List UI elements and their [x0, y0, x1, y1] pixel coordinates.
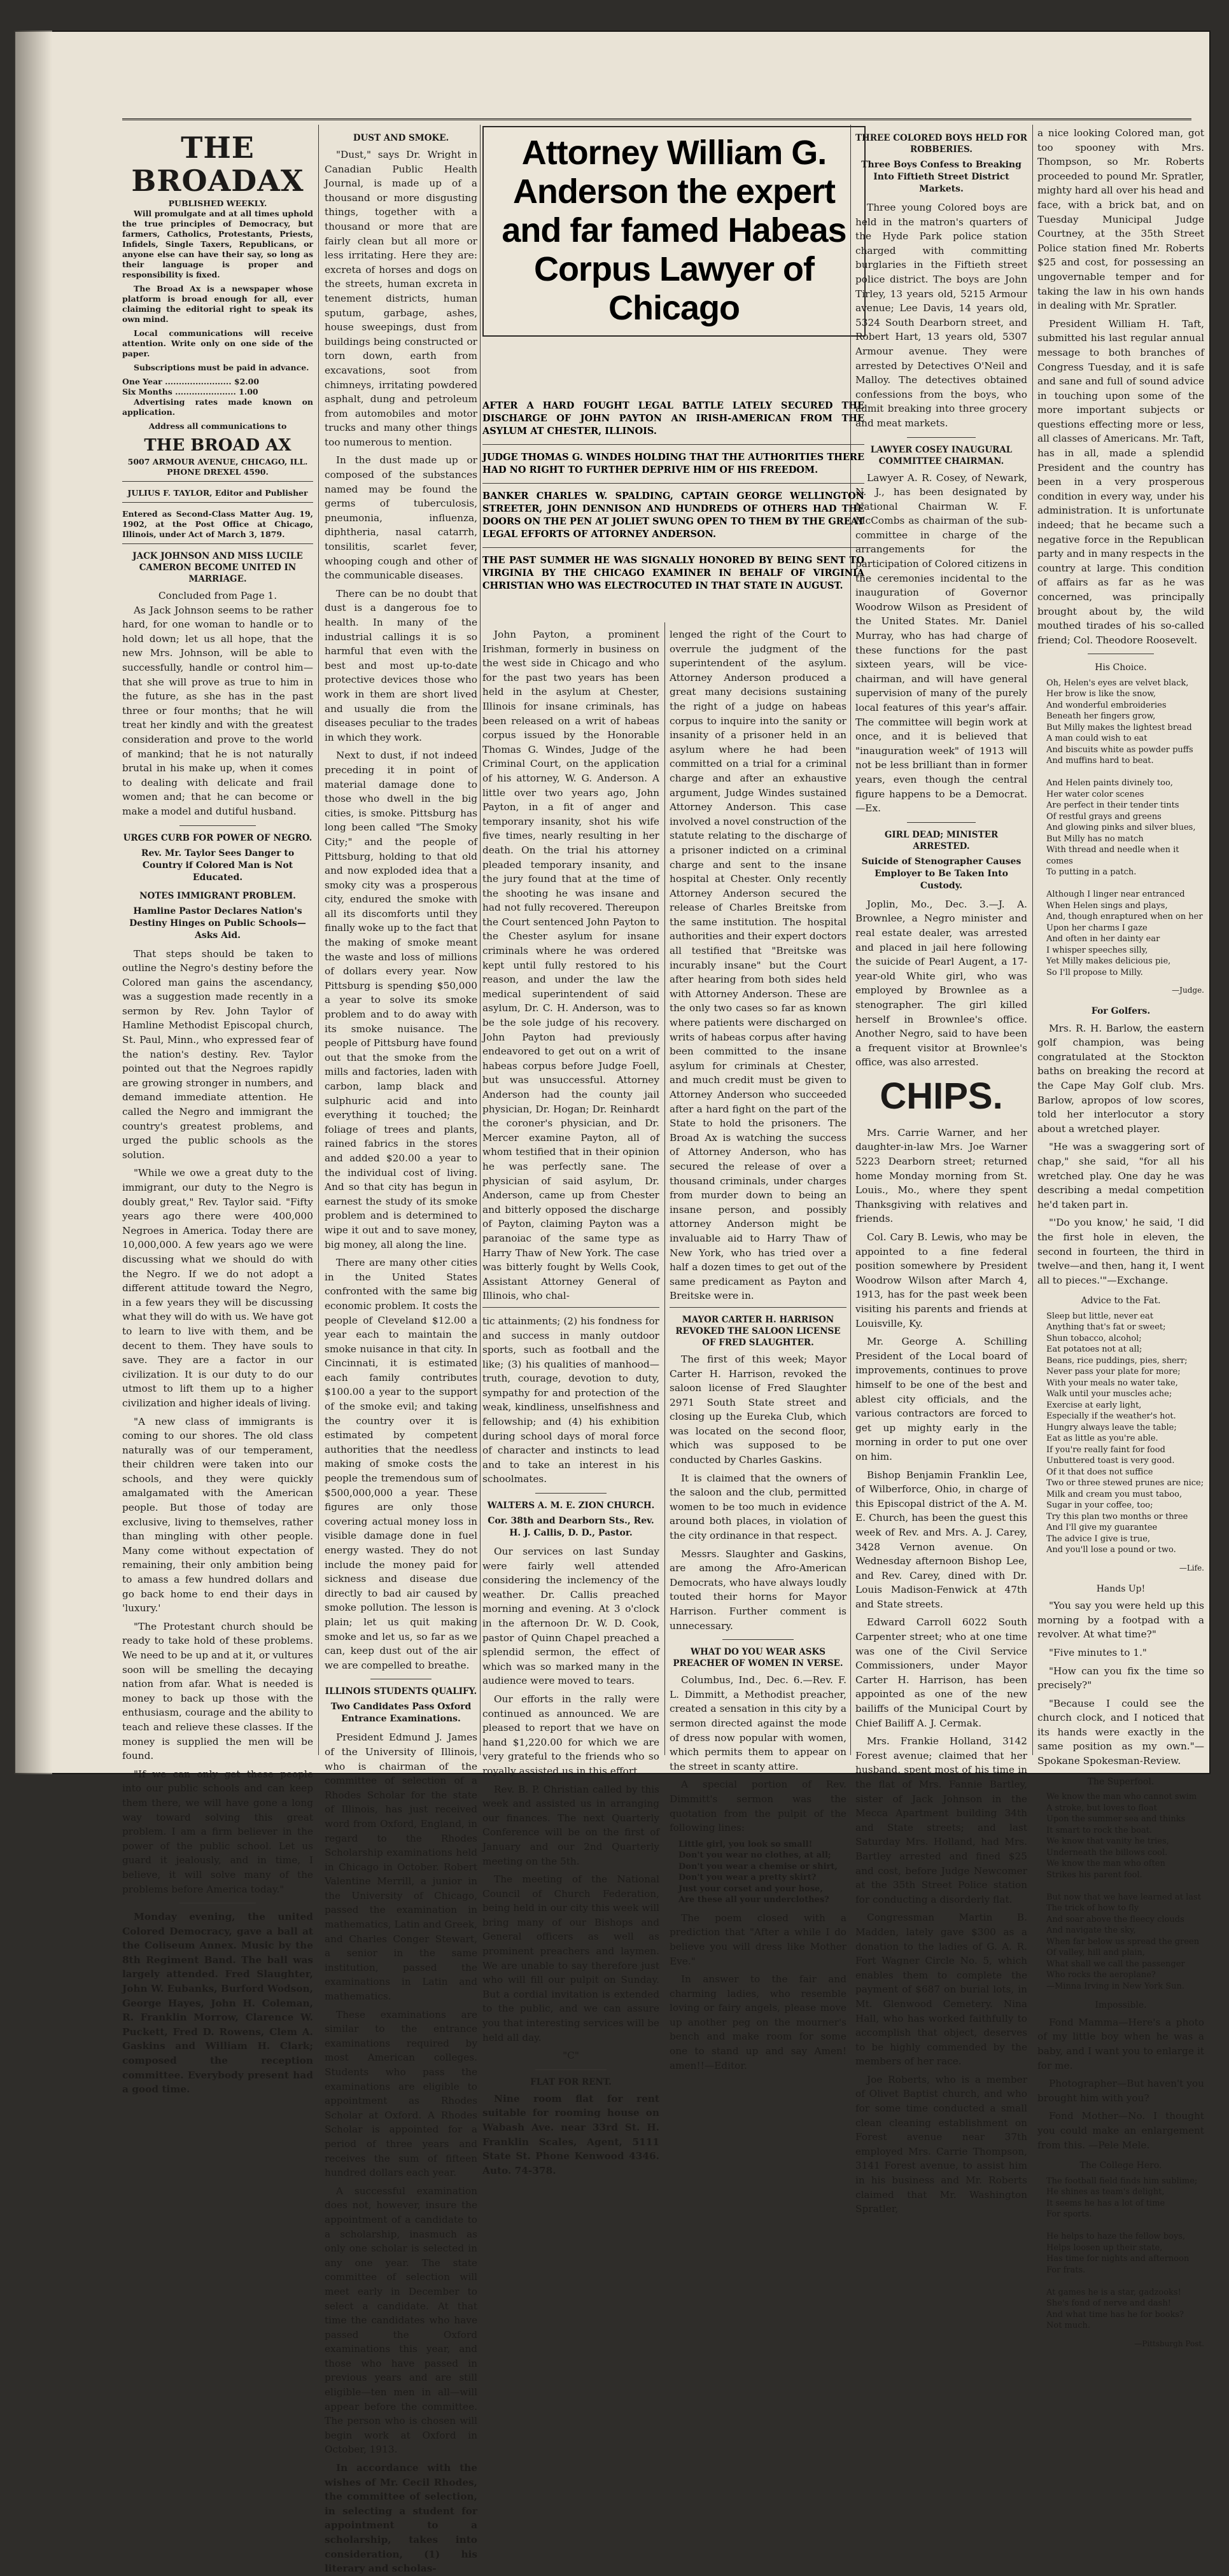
divider: [535, 1493, 606, 1494]
article-paragraph: Our efforts in the rally were continued as announced. We are pleased to report that we have on hand $1,220.00 for which we are very grateful to the friends who so royally assisted us in this effort.: [482, 1693, 659, 1777]
newspaper-page: [14, 31, 1211, 2575]
article-paragraph: "If we can only get these people into our public schools and can keep them there, we will have gone a long way toward solving this great problem. I am a firm believer in the power of the public school. Let us guard it jealously, and in time, I believe, it will solve many of the problems before America today.": [122, 1768, 313, 1895]
poem-college-hero: The football field finds him sublime; He shines as team's delight, It seems he has a lot of time For sports. He helps to haze the fellow boys, Helps loosen up their state, Has time for nights and afternoon For frats. At games he is a star, gadzooks! She's fond of nerve and dash! And what time has he for books? Not much.: [1046, 2176, 1198, 2331]
article-paragraph: "Five minutes to 1.": [1049, 1646, 1147, 1658]
article-paragraph: The meeting of the National Council of Church Federation, being held in our city this week will bring many of our Bishops and General officers as well as prominent preachers and laymen. We are unable to say therefore just who will fill our pulpit on Sunday. But a cordial invitation is extended to the public, and we can assure you that interesting services will be held all day.: [482, 1873, 659, 2043]
subhead-taylor: Rev. Mr. Taylor Sees Danger to Country if Colored Man is Not Educated.: [141, 848, 295, 883]
divider: [482, 1307, 659, 1308]
article-paragraph: A successful examination does not, however, insure the appointment of a candidate to a scholarship, inasmuch as only one scholar is selected in any one year. The state committee of selection will meet early in December to select a candidate. At that time the candidates who have passed the Oxford examinations this year, and those who have passed in previous years and are still eligible—ten men in all—will appear before the committee. The person who is chosen will begin work at Oxford in October, 1913.: [325, 2185, 477, 2456]
headline-immigrant-problem: NOTES IMMIGRANT PROBLEM.: [139, 890, 296, 901]
headline-dust-smoke: DUST AND SMOKE.: [353, 133, 449, 143]
article-paragraph: "While we owe a great duty to the immigrant, our duty to the Negro is doubly great," Rev. Taylor said. "Fifty years ago there were 400,000 Negroes in America. Today there are 10,000,000. A few years ago we were discussing what we should do with the Negro. If we do not adopt a different attitude toward the Negro, in a few years they will be discussing what they will do with us. We have got to learn to live with them, and be decent to them. They have souls to save. They are a factor in our civilization. It is our duty to do our utmost to lift them up to a higher civilization and higher ideals of living.: [122, 1167, 313, 1409]
masthead-advance: Subscriptions must be paid in advance.: [134, 363, 309, 372]
signature-c: "C": [563, 2050, 579, 2062]
article-paragraph: Fond Mamma—Here's a photo of my little boy when he was a baby, and I want you to enlarge it for me.: [1037, 2016, 1204, 2071]
header-rule: [122, 118, 1191, 120]
poem-his-choice: Oh, Helen's eyes are velvet black, Her brow is like the snow, And wonderful embroideries Beneath her fingers grow, But Milly makes the lightest bread A man could wish to eat And biscuits white as powder puffs And muffins hard to beat. And Helen paints divinely too, Her water color scenes Are perfect in their tender tints Of restful grays and greens And glowing pinks and silver blues, But Milly has no match With thread and needle when it comes To putting in a patch. Although I linger near entranced When Helen sings and plays, And, though enraptured when on her Upon her charms I gaze And often in her dainty ear I whisper speeches silly, Yet Milly makes delicious pie, So I'll propose to Milly.: [1046, 678, 1203, 977]
article-paragraph: Rev. B. P. Christian called by this week and assisted us in arranging our finances. The next Quarterly Conference will be on the first of January and our 2nd Quarterly meeting on the 5th.: [482, 1783, 659, 1867]
divider: [482, 483, 864, 484]
article-paragraph: Joplin, Mo., Dec. 3.—J. A. Brownlee, a Negro minister and real estate dealer, was arrested and placed in jail here following the suicide of Pearl Augent, a 17-year-old White girl, who was employed by Brownlee as a stenographer. The girl killed herself in Brownlee's office. Another Negro, said to have been a frequent visitor at Brownlee's office, was also arrested.: [855, 898, 1027, 1068]
article-paragraph: Next to dust, if not indeed preceding it in point of material damage done to those who dwell in the big cities, is smoke. Pittsburg has long been called "The Smoky City;" and the people of Pittsburg, holding to that old and now exploded idea that a smoky city was a prosperous city, endured the smoke with all its discomforts until they finally woke up to the fact that the making of smoke meant the waste and loss of millions of dollars every year. Now Pittsburg is spending $50,000 a year to solve its smoke problem and to do away with its smoke nuisance. The people of Pittsburg have found out that the smoke from the mills and factories, laden with carbon, lamp black and sulphuric acid and into everything it touched; the foliage of trees and plants, rained fabrics in the stores and added $20.00 a year to the individual cost of living. And so that city has begun in earnest the study of its smoke problem and is determined to wipe it out and to save money, big money, all along the line.: [325, 750, 477, 1250]
poem-title: The College Hero.: [1079, 2160, 1162, 2171]
column-rule: [1032, 125, 1033, 1755]
column-4: [670, 627, 846, 2071]
article-paragraph: There can be no doubt that dust is a dangerous foe to health. In many of the industrial callings it is so harmful that even with the best and most up-to-date protective devices those who work in them are short lived and usually die from the diseases peculiar to the trades in which they work.: [325, 587, 477, 743]
article-paragraph: "The Protestant church should be ready to take hold of these problems. We need to be up and at it, or vultures soon will be smelling the decaying nation from afar. What is needed is money to back up those with the enthusiasm, courage and the ability to teach and relieve these classes. If the money is supplied the men will be found.: [122, 1620, 313, 1762]
article-paragraph: Monday evening, the united Colored Democracy, gave a ball at the Coliseum Annex. Music by the 8th Regiment Band. The ball was largely attended. Fred Slaughter, John W. Eubanks, Burford Wodson, George Hayes, John H. Coleman, R. Franklin Morrow, Clarence W. Puckett, Fred D. Rowens, Clem A. Gaskins and William H. Clark; composed the reception committee. Everybody present had a good time.: [122, 1911, 313, 2096]
masthead-name: THE BROAD AX: [144, 436, 291, 455]
divider: [179, 825, 256, 826]
section-title: Impossible.: [1095, 2000, 1147, 2011]
column-2: [325, 126, 477, 2575]
article-paragraph: In the dust made up or composed of the substances named may be found the germs of tuberculosis, pneumonia, influenza, diphtheria, nasal catarrh, tonsilitis, scarlet fever, whooping cough and other of the communicable diseases.: [325, 454, 477, 582]
article-paragraph: Our services on last Sunday were fairly well attended considering the inclemency of the weather. Dr. Callis preached morning and evening. At 3 o'clock in the afternoon Dr. W. D. Cook, pastor of Quinn Chapel preached a splendid sermon, the effect of which was so marked many in the audience were moved to tears.: [482, 1546, 659, 1687]
masthead-title: THE BROADAX: [131, 130, 304, 198]
article-paragraph: The poem closed with a prediction that "After a while I do believe you will dress like Mother Eve.": [670, 1912, 846, 1967]
deck-3: BANKER CHARLES W. SPALDING, CAPTAIN GEORGE WELLINGTON STREETER, JOHN DENNISON AND HUNDREDS OF OTHERS HAD THE DOORS ON THE PEN AT JOLIET SWUNG OPEN TO THEM BY THE GREAT LEGAL EFFORTS OF ATTORNEY ANDERSON.: [482, 491, 864, 540]
article-paragraph: Fond Mother—No. I thought you could make an enlargement from this. —Pele Mele.: [1037, 2110, 1204, 2151]
deck-1: AFTER A HARD FOUGHT LEGAL BATTLE LATELY SECURED THE DISCHARGE OF JOHN PAYTON AN IRISH-AMERICAN FROM THE ASYLUM AT CHESTER, ILLINOIS.: [482, 400, 864, 437]
article-paragraph: Messrs. Slaughter and Gaskins, are among the Afro-American Democrats, who have always loudly touted their horns for Mayor Harrison. Further comment is unnecessary.: [670, 1548, 846, 1632]
subhead-three-boys: Three Boys Confess to Breaking Into Fiftieth Street District Markets.: [861, 160, 1022, 194]
divider: [122, 481, 313, 482]
article-paragraph: "'Do you know,' he said, 'I did the first hole in eleven, the second in fourteen, the third in twelve—and then, hang it, I went all to pieces.'"—Exchange.: [1037, 1217, 1204, 1286]
price-six-months: Six Months ...................... 1.00: [122, 387, 258, 396]
article-paragraph: In accordance with the wishes of Mr. Cecil Rhodes, the committee of selection, in selecting a student for appointment to a scholarship, takes into consideration, (1) his literary and scholas-: [325, 2462, 477, 2575]
headline-cosey: LAWYER COSEY INAUGURAL COMMITTEE CHAIRMAN.: [870, 444, 1013, 466]
chips-item: Bishop Benjamin Franklin Lee, of Wilberforce, Ohio, in charge of this Episcopal district of the A. M. E. Church, has been the guest this week of Rev. and Mrs. A. J. Carey, 3428 Vernon avenue. On Wednesday afternoon Bishop Lee, and Rev. Carey, dined with Dr. Louis Madison-Fenwick at 47th and State streets.: [855, 1469, 1027, 1610]
divider: [535, 2069, 606, 2070]
headline-three-boys: THREE COLORED BOYS HELD FOR ROBBERIES.: [855, 133, 1027, 155]
price-one-year: One Year ........................ $2.00: [122, 377, 260, 386]
article-paragraph: Mrs. R. H. Barlow, the eastern golf champion, was being congratulated at the Stockton baths on breaking the record at the Cape May Golf club. Mrs. Barlow, apropos of low scores, told her interlocutor a story about a wretched player.: [1037, 1022, 1204, 1135]
poem-title: Advice to the Fat.: [1081, 1296, 1161, 1306]
chips-item: Edward Carroll 6022 South Carpenter street; who at one time was one of the Civil Service Commissioners, under Mayor Carter H. Harrison, has been appointed as one of the new bailiffs of the Municipal Court by Chief Bailiff A. J. Cermak.: [855, 1616, 1027, 1729]
article-paragraph: President William H. Taft, submitted his last regular annual message to both branches of Congress Tuesday, and it is safe and sane and full of sound advice in touching upon some of the more important subjects or questions effecting more or less, all classes of Americans. Mr. Taft, has in all, made a splendid President and the country has been in a very prosperous condition in every way, under his administration. It is unfortunate indeed; that he became such a negative force in the Republican party and in many respects in the country at large. This condition of affairs as far as he was concerned, was principally brought about by, the wild mouthed tirades of his so-called friend; Col. Theodore Roosevelt.: [1037, 318, 1204, 646]
masthead-local: Local communications will receive attention. Write only on one side of the paper.: [122, 328, 313, 358]
divider: [122, 543, 313, 544]
section-title: Hands Up!: [1096, 1583, 1146, 1594]
headline-urges-curb: URGES CURB FOR POWER OF NEGRO.: [123, 832, 313, 843]
divider: [670, 1307, 846, 1308]
column-rule: [480, 125, 481, 1755]
column-rule: [318, 125, 319, 1755]
article-paragraph: lenged the right of the Court to overrule the judgment of the superintendent of the asylum. Attorney Anderson produced a great many decisions sustaining the right of a judge on habeas corpus to inquire into the sanity or insanity of a prisoner held in an asylum where he had been committed on a trial for a criminal charge and after an exhaustive argument, Judge Windes sustained Attorney Anderson. This case involved a novel construction of the statute relating to the discharge of a prisoner indicted on a criminal charge and sent to the insane hospital at Chester. Only recently Attorney Anderson secured the release of Charles Breitske from the same institution. The hospital authorities and their expert doctors all testified that "Breitske was incurably insane" but the Court after hearing from both sides held with Attorney Anderson. These are the only two cases so far as known where patients were discharged on writs of habeas corpus after having been committed to the insane asylum for criminals at Chester, and much credit must be given to Attorney Anderson who succeeded after a hard fight on the part of the State to hold the prisoners. The Broad Ax is watching the success of Attorney Anderson, who has secured the release of over a thousand criminals, under charges from murder down to being an insane person, and possibly attorney Anderson might be invaluable aid to Harry Thaw of New York, who has tried over a half a dozen times to get out of the same predicament as Payton and Breitske were in.: [670, 629, 846, 1302]
article-paragraph: John Payton, a prominent Irishman, formerly in business on the west side in Chicago and who for the past two years has been held in the asylum at Chester, Illinois for insane criminals, has been released on a writ of habeas corpus issued by the Honorable Thomas G. Windes, Judge of the Criminal Court, on the application of his attorney, W. G. Anderson. A little over two years ago, John Payton, in a fit of anger and temporary insanity, shot his wife five times, nearly resulting in her death. On the trial his attorney pleaded temporary insanity, and the jury found that at the time of the shooting he was insane and had not fully recovered. Thereupon the Court sentenced John Payton to the Chester asylum for insane criminals where he was ordered kept until fully restored to his reason, and under the law the medical superintendent of said asylum, Dr. C. H. Anderson, was to be the sole judge of his recovery. John Payton had previously endeavored to get out on a writ of habeas corpus before Judge Foell, but was unsuccessful. Attorney Anderson had the county jail physician, Dr. Hogan; Dr. Reinhardt the coroner's physician, and Dr. Mercer examine Payton, all of whom testified that in their opinion he was perfectly sane. The physician of said asylum, Dr. Anderson, came up from Chester and bitterly opposed the discharge of Payton, claiming Payton was a paranoiac of the same type as Harry Thaw of New York. The case was bitterly fought by Wells Cook, Assistant Attorney General of Illinois, who chal-: [482, 629, 659, 1302]
masthead-phone: PHONE DREXEL 4590.: [167, 467, 269, 477]
article-paragraph: a nice looking Colored man, got too spooney with Mrs. Thompson, so Mr. Roberts proceeded to pound Mr. Spratler, mighty hard all over his head and face, with a brick bat, and on Tuesday Municipal Judge Courtney, at the 35th Street Police station fined Mr. Roberts $25 and cost, for possessing an ungovernable temper and for taking the law in his own hands in dealing with Mr. Spratler.: [1037, 127, 1204, 312]
masthead-street: 5007 ARMOUR AVENUE, CHICAGO, ILL.: [127, 457, 308, 466]
article-paragraph: The first of this week; Mayor Carter H. Harrison, revoked the saloon license of Fred Slaughter 2971 South State street and closing up the Eureka Club, which was located on the second floor, which was supposed to be conducted by Charles Gaskins.: [670, 1353, 846, 1466]
column-3: [482, 627, 659, 2176]
headline-walters-church: WALTERS A. M. E. ZION CHURCH.: [487, 1501, 655, 1511]
chips-item: Col. Cary B. Lewis, who may be appointed to a fine federal position somewhere by President Woodrow Wilson after March 4, 1913, has for the past week been visiting his parents and friends at Louisville, Ky.: [855, 1231, 1027, 1329]
article-paragraph: Columbus, Ind., Dec. 6.—Rev. F. L. Dimmitt, a Methodist preacher, created a sensation in this city by a sermon directed against the mode of dress now popular with women, which permits them to appear on the street in scanty attire.: [670, 1674, 846, 1772]
headline-johnson-marriage: JACK JOHNSON AND MISS LUCILE CAMERON BECOME UNITED IN MARRIAGE.: [132, 551, 303, 584]
poem-title: The Superfool.: [1087, 1776, 1155, 1787]
chips-item: Mrs. Frankie Holland, 3142 Forest avenue; claimed that her husband, spent most of his time in the flat of Mrs. Fannie Bartley, sister of Jack Johnson in the Mecca Apartment building 34th and State streets; and last Saturday Mrs. Holland, had Mrs. Bartley arrested and fined $25 and cost, before Judge Newcomer at the 35th Street Police station for conducting a disorderly flat.: [855, 1735, 1027, 1905]
article-paragraph: That steps should be taken to outline the Negro's destiny before the Colored man gains the ascendancy, was a suggestion made recently in a sermon by Rev. John Taylor of Hamline Methodist Episcopal church, St. Paul, Minn., who expressed fear of the nation's destiny. Rev. Taylor pointed out that the Negroes rapidly are growing stronger in numbers, and demand immediate attention. He called the Negro and immigrant the country's greatest problems, and urged the public schools as the solution.: [122, 948, 313, 1161]
article-paragraph: "A new class of immigrants is coming to our shores. The old class naturally was of our temperament, their children were taken into our schools, and they were quickly amalgamated with the American people. But those of today are exclusive, living to themselves, rather than mingling with other people. Many come without expectation of remaining, their only ambition being to amass a few hundred dollars and go back home to end their days in 'luxury.': [122, 1415, 313, 1614]
chips-item: Joe Roberts, who is a member of Olivet Baptist church, and who for some time conducted a small clean cleaning establishment on Forest avenue near 37th employed Mrs. Carrie Thompson, 3141 Forest avenue, to assist him in his business and Mr. Roberts claimed that Mr. Washington Spratler,: [855, 2073, 1027, 2215]
article-paragraph: Three young Colored boys are held in the matron's quarters of the Hyde Park police station charged with committing burglaries in the Fiftieth street police district. The boys are John Tirley, 13 years old, 5215 Armour avenue; Lee Davis, 14 years old, 5324 South Dearborn street, and Robert Hart, 13 years old, 5307 Armour avenue. They were arrested by Detectives O'Neil and Malloy. The detectives obtained confessions from the boys, who admit breaking into three grocery and meat markets.: [855, 202, 1027, 429]
subhead-hamline: Hamline Pastor Declares Nation's Destiny Hinges on Public Schools—Asks Aid.: [129, 906, 306, 941]
quoted-verse: Little girl, you look so small! Don't you wear no clothes, at all; Don't you wear a chemise or shirt, Don't you wear a pretty skirt? Just your corset and your hose, Are these all your underclothes?: [678, 1839, 838, 1905]
article-paragraph: In answer to the fair and charming ladies, who resemble loving or fairy angels, please move up another peg on the mourner's bench and make room for some one to stand up and say Amen! amen!!—Editor.: [670, 1973, 846, 2071]
chips-item: Mr. George A. Schilling President of the Local board of improvements, continues to prove himself to be one of the best and ablest city officials, and the various contractors are forced to get up mighty early in the morning in order to put one over on him.: [855, 1336, 1027, 1462]
masthead-policy: The Broad Ax is a newspaper whose platform is broad enough for all, ever claiming the editorial right to speak its own mind.: [122, 284, 313, 324]
concluded-note: Concluded from Page 1.: [158, 590, 277, 601]
chips-item: Congressman Martin B. Madden, lately gave $300 as a donation to the ladies of G. A. R. Fort Wagner Circle No. 5, which enables them to complete the payment of $687 on burial lots, in Mt. Glenwood Cemetery. Nina Hall, who has worked faithfully to accomplish that object, deserves to be highly commended by the members of her race.: [855, 1912, 1027, 2068]
divider: [482, 547, 864, 548]
chips-heading: CHIPS.: [880, 1075, 1003, 1117]
poem-credit: —Life.: [1179, 1563, 1204, 1572]
headline-harrison-revokes: MAYOR CARTER H. HARRISON REVOKED THE SALOON LICENSE OF FRED SLAUGHTER.: [675, 1314, 841, 1348]
subhead-girl-dead: Suicide of Stenographer Causes Employer to Be Taken Into Custody.: [861, 856, 1022, 891]
banner-headline: Attorney William G. Anderson the expert and far famed Habeas Corpus Lawyer of Chicago: [502, 134, 846, 327]
divider: [907, 822, 976, 823]
masthead-frequency: PUBLISHED WEEKLY.: [168, 199, 267, 208]
divider: [907, 437, 976, 438]
article-paragraph: These examinations are similar to the entrance examinations required by most American colleges. Students who pass the examinations are eligible to appointment as Rhodes Scholar at Oxford. A Rhodes Scholar is appointed for a period of three years and receives the sum of fifteen hundred dollars each year.: [325, 2008, 477, 2179]
headline-flat-rent: FLAT FOR RENT.: [530, 2076, 612, 2087]
article-paragraph: "Because I could see the church clock, and I noticed that its hands were exactly in the same position as my own."—Spokane Spokesman-Review.: [1037, 1697, 1204, 1767]
article-paragraph: President Edmund J. James of the University of Illinois, who is chairman of the committee of selection of a Rhodes Scholar for the state of Illinois, has just received word from Oxford, England, in regard to the Rhodes Scholarship examinations held in Chicago in October. Robert Valentine Merrill, a junior in the University of Chicago, passed the examination in mathematics, Latin and Greek, and Charles Conger Stewart, a senior in the same institution, passed the examinations in Latin and mathematics.: [325, 1732, 477, 2003]
masthead-editor: JULIUS F. TAYLOR, Editor and Publisher: [127, 488, 308, 498]
article-paragraph: Photographer—But haven't you brought him with you?: [1037, 2078, 1204, 2104]
poem-title: His Choice.: [1095, 662, 1147, 673]
masthead-mission: Will promulgate and at all times uphold the true principles of Democracy, but farmers, Catholics, Protestants, Priests, Infidels, Single Taxers, Republicans, or anyone else can have their say, so long as their language is proper and responsibility is fixed.: [122, 209, 313, 279]
column-rule: [664, 622, 665, 1755]
headline-illinois-students: ILLINOIS STUDENTS QUALIFY.: [325, 1686, 477, 1697]
anderson-headline-box: [482, 126, 866, 337]
column-rule: [850, 125, 851, 1755]
article-paragraph: Lawyer A. R. Cosey, of Newark, N. J., has been designated by National Chairman W. F. McCombs as chairman of the sub-committee in charge of the arrangements for the participation of Colored citizens in the ceremonies incidental to the inauguration of Governor Woodrow Wilson as President of the United States. Mr. Daniel Murray, who has had charge of these functions for the past sixteen years, will be vice-chairman, and will have general supervision of many of the purely local features of this year's affair. The committee will begin work at once, and it is believed that "inauguration week" of 1913 will not be less brilliant than in former years, even though the central figure happens to be a Democrat.—Ex.: [855, 472, 1027, 815]
deck-4: THE PAST SUMMER HE WAS SIGNALLY HONORED BY BEING SENT TO VIRGINIA BY THE CHICAGO EXAMINER IN BEHALF OF VIRGINIA CHRISTIAN WHO WAS ELECTROCUTED IN THAT STATE IN AUGUST.: [482, 555, 864, 591]
poem-superfool: We know the man who cannot swim A stroke, but loves to float Upon the summer sea and thinks It smart to rock the boat. We know that vanity he tries, Underneath the billows cool. We know the man who often Strikes his parent fool. But now that we have learned at last The trick of how to fly And soar above the fleecy clouds And navigate the sky, When far below us spread the green Of valley, hill and plain, What shall we call the passenger Who rocks the aeroplane? —Minna Irving in New York Sun.: [1046, 1792, 1201, 1991]
column-6: [1037, 126, 1204, 2348]
article-paragraph: "Dust," says Dr. Wright in Canadian Public Health Journal, is made up of a thousand or more disgusting things, together with a thousand or more that are fairly clean but all more or less irritating. Here they are: excreta of horses and dogs on the streets, human excreta in tenement districts, human sputum, garbage, ashes, house sweepings, dust from buildings being constructed or torn down, earth from excavations, soot from chimneys, irritating powdered asphalt, dung and petroleum from automobiles and motor trucks and many other things too numerous to mention.: [325, 149, 477, 448]
column-5: [855, 126, 1027, 2215]
article-paragraph: "He was a swaggering sort of chap," she said, "for all his wretched play. One day he was describing a medal competition he'd taken part in.: [1037, 1141, 1204, 1210]
article-paragraph: "How can you fix the time so precisely?": [1037, 1665, 1204, 1691]
article-paragraph: "You say you were held up this morning by a footpad with a revolver. At what time?": [1037, 1600, 1204, 1641]
column-1: [122, 126, 313, 2096]
poem-credit: —Pittsburgh Post.: [1134, 2339, 1204, 2348]
article-paragraph: Nine room flat for rent suitable for rooming house on Wabash Ave. near 33rd St. H. Franklin Scales, Agent, 5111 State St. Phone Kenwood 4346. Auto. 74-378.: [482, 2092, 659, 2176]
masthead-entered: Entered as Second-Class Matter Aug. 19, 1902, at the Post Office at Chicago, Illinois, under Act of March 3, 1879.: [122, 509, 313, 539]
subhead-oxford: Two Candidates Pass Oxford Entrance Examinations.: [330, 1702, 472, 1725]
article-paragraph: It is claimed that the owners of the saloon and the club, permitted women to be too much in evidence around both places, in violation of the city ordinance in that respect.: [670, 1472, 846, 1542]
poem-credit: —Judge.: [1172, 986, 1204, 995]
divider: [722, 1639, 793, 1640]
address-all: Address all communications to: [148, 421, 287, 431]
divider: [122, 502, 313, 503]
advertising-note: Advertising rates made known on application.: [122, 397, 313, 417]
article-paragraph: A special portion of Rev. Dimmitt's sermon was the quotation from the pulpit of the following lines:: [670, 1779, 846, 1834]
article-paragraph: tic attainments; (2) his fondness for and success in manly outdoor sports, such as football and the like; (3) his qualities of manhood—truth, courage, devotion to duty, sympathy for and protection of the weak, kindliness, unselfishness and fellowship; and (4) his exhibition during school days of moral force of character and instincts to lead and to take an interest in his schoolmates.: [482, 1315, 659, 1485]
subhead-walters: Cor. 38th and Dearborn Sts., Rev. H. J. Callis, D. D., Pastor.: [488, 1516, 654, 1539]
divider: [482, 444, 864, 445]
headline-what-do-you-wear: WHAT DO YOU WEAR ASKS PREACHER OF WOMEN IN VERSE.: [673, 1647, 843, 1669]
poem-advice-fat: Sleep but little, never eat Anything that's fat or sweet; Shun tobacco, alcohol; Eat potatoes not at all; Beans, rice puddings, pies, sherr; Never pass your plate for more; With your meals no water take, Walk until your muscles ache; Exercise at early light, Especially if the weather's hot. Hungry always leave the table; Eat as little as you're able. If you're really faint for food Unbuttered toast is very good. Of it that does not suffice Two or three stewed prunes are nice; Milk and cream you must taboo, Sugar in your coffee, too; Try this plan two months or three And I'll give my guarantee The advice I give is true, And you'll lose a pound or two.: [1046, 1311, 1204, 1555]
deck-2: JUDGE THOMAS G. WINDES HOLDING THAT THE AUTHORITIES THERE HAD NO RIGHT TO FURTHER DEPRIVE HIM OF HIS FREEDOM.: [482, 452, 864, 475]
article-paragraph: As Jack Johnson seems to be rather hard, for one woman to handle or to hold down; let us all hope, that the new Mrs. Johnson, will be able to successfully, handle or control him—that she will prove as true to him in the future, as she has in the past three or four months; that he will treat her kindly and with the greatest consideration and prove to the world of mankind; that he is not naturally brutal in his make up, when it comes to dealing with delicate and frail women and; that he can become or make a model and dutiful husband.: [122, 604, 313, 817]
headline-girl-dead: GIRL DEAD; MINISTER ARRESTED.: [884, 829, 999, 851]
article-paragraph: There are many other cities in the United States confronted with the same big economic problem. It costs the people of Cleveland $12.00 a year each to maintain the smoke nuisance in that city. In Cincinnati, it is estimated each family contributes $100.00 a year to the support of the smoke evil; and taking the country over it is estimated by competent authorities that the needless making of smoke costs the people the tremendous sum of $500,000,000 a year. These figures are only those covering actual money loss in visible damage done in fuel energy wasted. They do not include the money paid for sickness and disease due directly to bad air caused by smoke pollution. The lesson is plain; let us quit making smoke and let us, so far as we can, keep dust out of the air we are compelled to breathe.: [325, 1257, 477, 1671]
anderson-decks: [482, 400, 864, 599]
section-title: For Golfers.: [1091, 1006, 1151, 1017]
chips-item: Mrs. Carrie Warner, and her daughter-in-law Mrs. Joe Warner 5223 Dearborn street; returned home Monday morning from St. Louis., Mo., where they spent Thanksgiving with relatives and friends.: [855, 1126, 1027, 1225]
